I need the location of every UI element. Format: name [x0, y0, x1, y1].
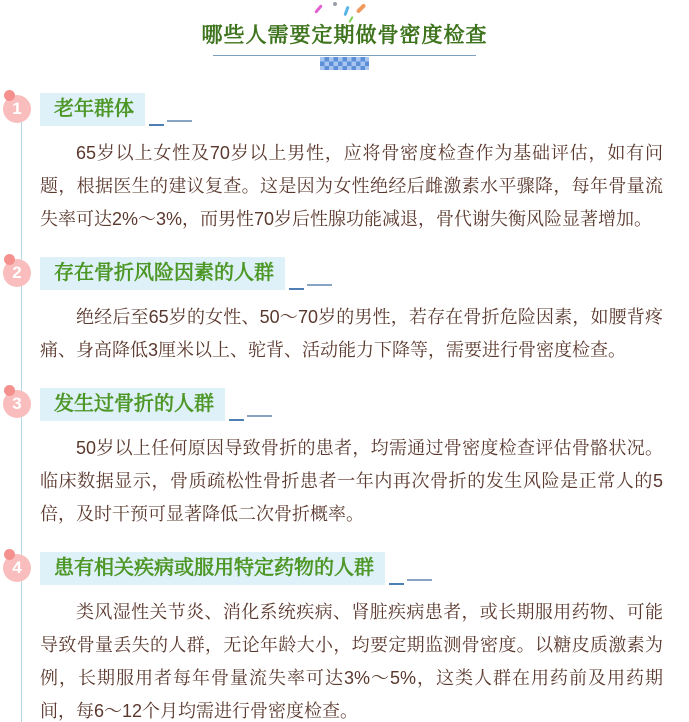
section-heading: 患有相关疾病或服用特定药物的人群: [40, 552, 385, 585]
section-paragraph: 绝经后至65岁的女性、50～70岁的男性，若存在骨折危险因素，如腰背疼痛、身高降低3厘米以上、驼背、活动能力下降等，需要进行骨密度检查。: [40, 307, 663, 360]
heading-dash-icon: [389, 575, 439, 585]
section-header: [12, 388, 663, 421]
section-header: [12, 552, 663, 585]
sections-container: [0, 93, 689, 722]
section-paragraph: 65岁以上女性及70岁以上男性，应将骨密度检查作为基础评估，如有问题，根据医生的建议复查。这是因为女性绝经后雌激素水平骤降，每年骨量流失率可达2%～3%，而男性70岁后性腺功能减退，骨代谢失衡风险显著增加。: [40, 143, 663, 229]
badge-dot-icon: [4, 385, 15, 396]
section-heading: 存在骨折风险因素的人群: [40, 257, 285, 290]
section-number-badge: [3, 259, 31, 287]
badge-dot-icon: [4, 549, 15, 560]
section-disease-medication: [12, 552, 663, 722]
section-paragraph: 类风湿性关节炎、消化系统疾病、肾脏疾病患者，或长期服用药物、可能导致骨量丢失的人群，无论年龄大小，均要定期监测骨密度。以糖皮质激素为例，长期服用者每年骨量流失率可达3%～5%，这类人群在用药前及用药期间，每6～12个月均需进行骨密度检查。: [40, 602, 663, 721]
section-heading: 老年群体: [40, 93, 145, 126]
heading-dash-icon: [229, 411, 279, 421]
confetti-orange-icon: [356, 3, 367, 14]
section-number-badge: [3, 554, 31, 582]
badge-dot-icon: [4, 90, 15, 101]
section-elderly: [12, 93, 663, 236]
section-number: 3: [12, 394, 22, 413]
section-number-badge: [3, 390, 31, 418]
section-number: 1: [12, 99, 22, 118]
section-header: [12, 257, 663, 290]
heading-dash-icon: [289, 280, 339, 290]
section-heading: 发生过骨折的人群: [40, 388, 225, 421]
section-number-badge: [3, 95, 31, 123]
confetti-pink-icon: [314, 4, 323, 14]
section-fracture-risk: [12, 257, 663, 367]
article-header: [0, 0, 689, 70]
title-underline-rule: [213, 55, 476, 56]
section-header: [12, 93, 663, 126]
section-paragraph: 50岁以上任何原因导致骨折的患者，均需通过骨密度检查评估骨骼状况。临床数据显示，骨质疏松性骨折患者一年内再次骨折的发生风险是正常人的5倍，及时干预可显著降低二次骨折概率。: [40, 438, 663, 524]
confetti-blue-icon: [343, 6, 349, 16]
checker-decoration-icon: [320, 57, 369, 70]
confetti-dot-icon: [333, 2, 337, 6]
section-number: 2: [12, 263, 22, 282]
badge-dot-icon: [4, 254, 15, 265]
page-title: 哪些人需要定期做骨密度检查: [201, 24, 488, 47]
section-number: 4: [12, 558, 22, 577]
heading-dash-icon: [149, 116, 199, 126]
section-had-fracture: [12, 388, 663, 531]
